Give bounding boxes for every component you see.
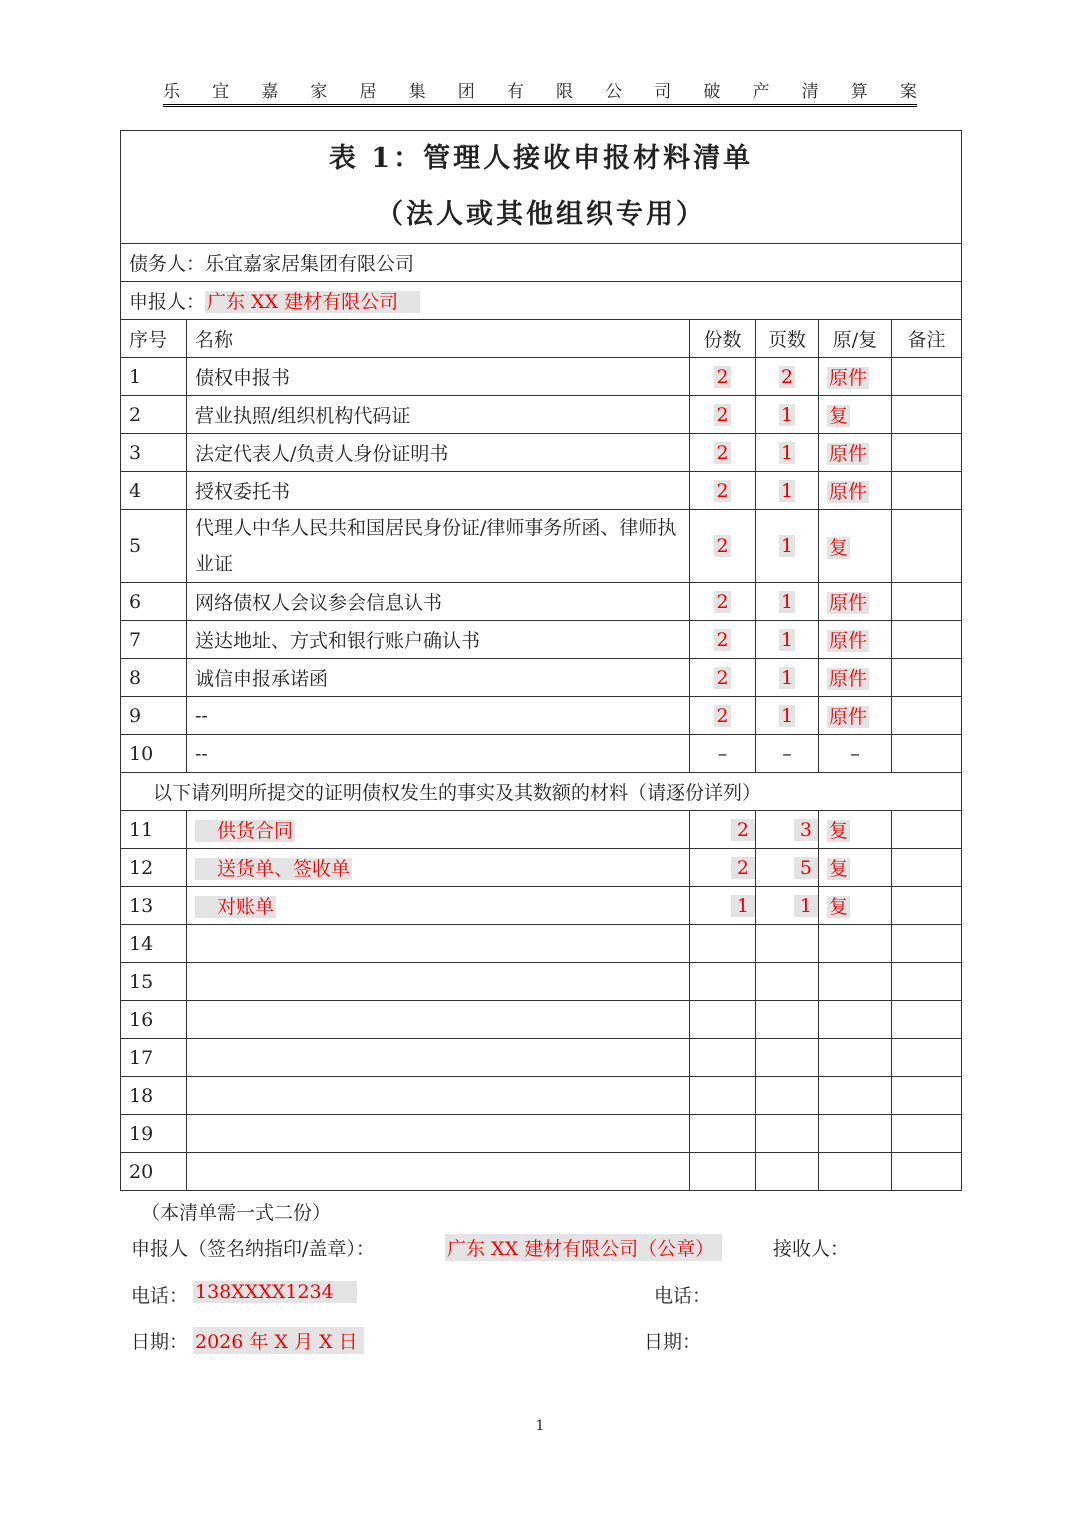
declarant-label: 申报人： [129,291,206,313]
evidence-pages [756,887,819,925]
evidence-copies [690,849,756,887]
evidence-pages [756,1077,819,1115]
evidence-name [187,887,690,925]
evidence-name [187,1153,690,1191]
row-copies [690,735,756,773]
table-row [121,510,962,583]
evidence-no-value: 15 [129,970,154,993]
row-copies [690,659,756,697]
evidence-name-value: 供货合同 [195,820,295,842]
evidence-name [187,811,690,849]
header-char: 清 [801,81,819,102]
evidence-no [121,925,187,963]
row-pages-value: 1 [780,628,794,651]
row-pages-value: 1 [780,590,794,613]
evidence-pages [756,925,819,963]
evidence-row [121,1039,962,1077]
evidence-pages [756,1115,819,1153]
col-header-type: 原/复 [819,320,892,358]
row-remark [892,697,962,735]
row-no [121,472,187,510]
row-pages [756,358,819,396]
receiver-label: 接收人： [773,1238,850,1260]
evidence-row [121,887,962,925]
header-char: 限 [556,81,573,102]
row-copies [690,621,756,659]
row-pages [756,510,819,583]
row-type [819,358,892,396]
row-remark [892,358,962,396]
row-type-value: – [850,742,860,765]
table-row [121,396,962,434]
row-copies-value: 2 [716,666,729,689]
evidence-type [819,925,892,963]
debtor-label: 债务人： [129,253,206,275]
row-pages [756,659,819,697]
row-type [819,434,892,472]
evidence-row [121,925,962,963]
sign-value[interactable]: 广东 XX 建材有限公司（公章） [445,1234,722,1261]
row-pages-value: 1 [780,535,794,557]
row-pages-value: 1 [780,666,794,689]
row-remark [892,735,962,773]
table-row [121,434,962,472]
header-char: 宜 [212,81,230,102]
page-number: 1 [535,1418,545,1434]
title-line-1: 表 1：管理人接收申报材料清单 [328,143,754,174]
table-title [121,131,962,244]
row-name-value: -- [195,742,208,765]
evidence-no [121,1077,187,1115]
header-char: 案 [899,81,917,102]
row-name-value: 诚信申报承诺函 [195,668,329,690]
row-name [187,735,690,773]
row-no-value: 5 [129,535,142,557]
evidence-no [121,1115,187,1153]
col-header-copies: 份数 [690,320,756,358]
evidence-row [121,811,962,849]
row-copies [690,358,756,396]
evidence-pages [756,1153,819,1191]
row-no-value: 9 [129,704,142,727]
evidence-name [187,963,690,1001]
evidence-no-value: 19 [129,1122,154,1145]
row-name [187,510,690,583]
evidence-row [121,963,962,1001]
row-no [121,697,187,735]
debtor-row [121,244,962,282]
evidence-type [819,1077,892,1115]
evidence-no-value: 12 [129,856,154,879]
row-copies-value: 2 [716,479,729,502]
row-pages [756,472,819,510]
evidence-pages-value: 3 [794,819,818,841]
row-copies [690,697,756,735]
evidence-name-value: 送货单、签收单 [195,858,352,880]
row-remark [892,472,962,510]
date-value[interactable]: 2026 年 X 月 X 日 [193,1327,364,1354]
row-pages-value: 1 [780,479,794,502]
header-char: 嘉 [261,81,279,102]
row-type-value: 原件 [829,668,868,690]
row-type-value: 原件 [829,481,868,503]
row-type-value: 原件 [829,443,868,465]
row-name-value: 网络债权人会议参会信息认书 [195,592,443,614]
evidence-no-value: 18 [129,1084,154,1107]
evidence-pages [756,963,819,1001]
evidence-no [121,1039,187,1077]
row-no [121,583,187,621]
evidence-copies [690,1001,756,1039]
row-copies-value: – [717,742,728,765]
row-copies [690,434,756,472]
row-copies-value: 2 [716,441,729,464]
evidence-name [187,1001,690,1039]
row-remark [892,621,962,659]
row-pages [756,735,819,773]
evidence-no [121,887,187,925]
evidence-row [121,849,962,887]
row-copies [690,396,756,434]
evidence-pages [756,1001,819,1039]
evidence-pages [756,811,819,849]
evidence-name [187,925,690,963]
row-type-value: 原件 [829,592,868,614]
date-label: 日期： [131,1331,189,1353]
header-char: 居 [359,81,377,102]
evidence-pages [756,1039,819,1077]
receiver-date-label: 日期： [644,1331,702,1353]
row-type [819,735,892,773]
row-copies [690,472,756,510]
row-no [121,358,187,396]
header-char: 家 [310,81,328,102]
row-copies-value: 2 [716,590,729,613]
row-type [819,697,892,735]
row-name-value: 债权申报书 [195,367,291,389]
row-type-value: 原件 [829,706,868,728]
phone-value[interactable]: 138XXXX1234 [193,1281,357,1303]
evidence-row [121,1115,962,1153]
evidence-remark [892,1153,962,1191]
row-no-value: 6 [129,590,142,613]
row-no [121,659,187,697]
evidence-copies-value: 2 [731,857,755,879]
row-no [121,510,187,583]
row-name-value: 授权委托书 [195,481,291,503]
row-pages-value: 1 [780,403,794,426]
evidence-name [187,849,690,887]
evidence-type [819,811,892,849]
row-pages [756,697,819,735]
evidence-remark [892,963,962,1001]
evidence-no-value: 20 [129,1160,154,1183]
table-row [121,735,962,773]
row-pages-value: 1 [780,704,794,727]
evidence-type [819,963,892,1001]
row-name-value: -- [195,704,208,727]
evidence-type [819,849,892,887]
row-copies-value: 2 [716,365,729,388]
row-no [121,735,187,773]
evidence-remark [892,925,962,963]
evidence-remark [892,887,962,925]
section-note: 以下请列明所提交的证明债权发生的事实及其数额的材料（请逐份详列） [121,773,962,811]
row-no-value: 7 [129,628,142,651]
table-row [121,621,962,659]
row-name [187,659,690,697]
phone-label: 电话： [131,1285,189,1307]
row-type-value: 复 [829,405,849,427]
header-char: 破 [703,81,721,102]
row-no [121,621,187,659]
row-copies-value: 2 [716,535,729,557]
row-type [819,510,892,583]
row-copies [690,510,756,583]
row-remark [892,510,962,583]
evidence-name [187,1039,690,1077]
title-line-2: （法人或其他组织专用） [376,199,706,230]
evidence-row [121,1077,962,1115]
row-no-value: 3 [129,441,142,464]
evidence-name [187,1115,690,1153]
declarant-value[interactable]: 广东 XX 建材有限公司 [205,291,420,313]
row-name-value: 送达地址、方式和银行账户确认书 [195,630,481,652]
row-type-value: 复 [829,536,849,559]
row-copies [690,583,756,621]
row-pages-value: 1 [780,441,794,464]
evidence-remark [892,1001,962,1039]
evidence-no [121,811,187,849]
row-type [819,659,892,697]
row-name-value: 法定代表人/负责人身份证明书 [195,443,449,465]
row-type [819,472,892,510]
table-row [121,358,962,396]
evidence-row [121,1001,962,1039]
row-pages-value: 2 [780,365,794,388]
document-header [163,76,917,107]
table-row [121,697,962,735]
row-type [819,621,892,659]
row-name [187,396,690,434]
row-remark [892,396,962,434]
evidence-type [819,1001,892,1039]
row-no-value: 8 [129,666,142,689]
evidence-copies [690,1153,756,1191]
row-name [187,434,690,472]
row-no [121,396,187,434]
evidence-no-value: 13 [129,894,154,917]
row-no-value: 10 [129,742,154,765]
sign-label: 申报人（签名纳指印/盖章）： [131,1238,375,1260]
row-name [187,583,690,621]
row-pages [756,583,819,621]
row-name [187,358,690,396]
footer-note: （本清单需一式二份） [141,1202,332,1224]
row-copies-value: 2 [716,704,729,727]
evidence-no-value: 11 [129,818,154,841]
row-type-value: 原件 [829,367,868,389]
row-type [819,396,892,434]
evidence-no-value: 17 [129,1046,154,1069]
evidence-no [121,849,187,887]
header-char: 公 [605,81,623,102]
evidence-no [121,963,187,1001]
row-no [121,434,187,472]
row-name [187,621,690,659]
row-type-value: 原件 [829,630,868,652]
table-row [121,583,962,621]
evidence-type-value: 复 [829,858,849,880]
col-header-name: 名称 [187,320,690,358]
evidence-type [819,1115,892,1153]
header-char: 算 [850,81,868,102]
evidence-type [819,887,892,925]
evidence-type [819,1153,892,1191]
receiver-phone-label: 电话： [654,1285,712,1307]
row-no-value: 2 [129,403,142,426]
header-char: 产 [752,81,770,102]
row-copies-value: 2 [716,403,729,426]
debtor-value: 乐宜嘉家居集团有限公司 [205,253,415,275]
header-char: 集 [408,81,426,102]
evidence-no [121,1001,187,1039]
row-type [819,583,892,621]
row-remark [892,583,962,621]
evidence-copies [690,811,756,849]
evidence-copies [690,887,756,925]
col-header-no: 序号 [121,320,187,358]
evidence-name [187,1077,690,1115]
evidence-row [121,1153,962,1191]
evidence-copies-value: 2 [731,819,755,841]
evidence-copies [690,1039,756,1077]
evidence-remark [892,849,962,887]
header-char: 乐 [163,81,180,102]
evidence-type-value: 复 [829,896,849,918]
table-row [121,472,962,510]
row-pages [756,396,819,434]
evidence-remark [892,1115,962,1153]
section-note-row [121,773,962,811]
evidence-pages-value: 5 [794,857,818,879]
col-header-pages: 页数 [756,320,819,358]
evidence-pages-value: 1 [794,895,818,917]
evidence-pages [756,849,819,887]
declaration-materials-table [120,130,962,1191]
col-header-remark: 备注 [892,320,962,358]
row-remark [892,659,962,697]
row-name-value: 营业执照/组织机构代码证 [195,405,411,427]
evidence-copies [690,1115,756,1153]
table-header-row [121,320,962,358]
row-remark [892,434,962,472]
evidence-name-value: 对账单 [195,896,276,918]
evidence-copies [690,1077,756,1115]
header-char: 有 [506,81,524,102]
table-row [121,659,962,697]
evidence-no-value: 16 [129,1008,154,1031]
row-name [187,697,690,735]
row-pages [756,434,819,472]
header-char: 团 [457,81,475,102]
evidence-remark [892,1077,962,1115]
declarant-row [121,282,962,320]
evidence-copies-value: 1 [731,895,755,917]
evidence-copies [690,963,756,1001]
evidence-copies [690,925,756,963]
evidence-no-value: 14 [129,932,154,955]
row-no-value: 4 [129,479,142,502]
header-char: 司 [654,81,672,102]
evidence-no [121,1153,187,1191]
row-no-value: 1 [129,365,142,388]
row-name [187,472,690,510]
evidence-type-value: 复 [829,820,849,842]
row-name-value: 代理人中华人民共和国居民身份证/律师事务所函、律师执业证 [195,517,677,575]
row-copies-value: 2 [716,628,729,651]
row-pages-value: – [782,742,792,765]
evidence-type [819,1039,892,1077]
evidence-remark [892,1039,962,1077]
row-pages [756,621,819,659]
evidence-remark [892,811,962,849]
